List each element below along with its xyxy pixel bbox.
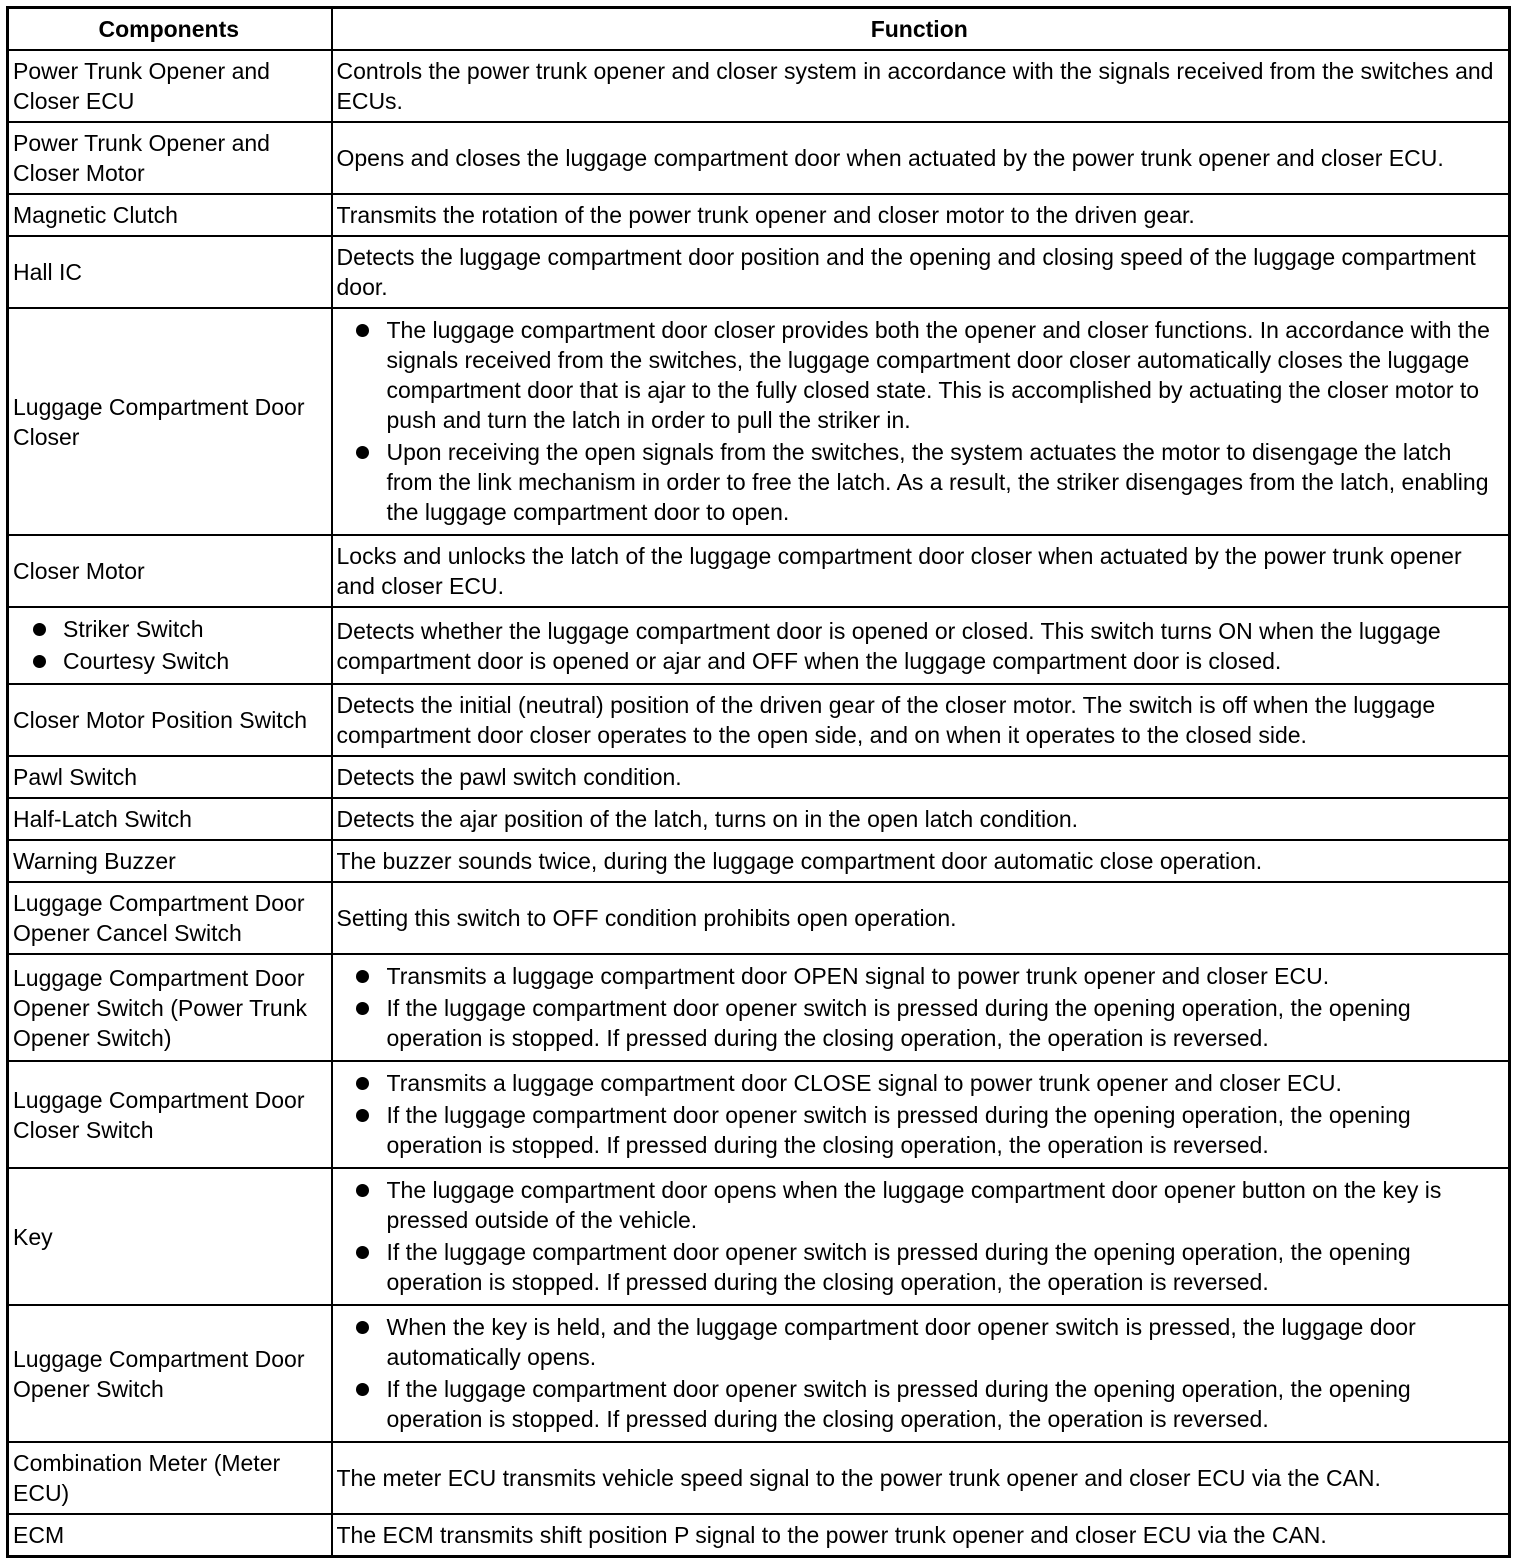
- table-row: [8, 756, 1510, 798]
- table-row: [8, 954, 1510, 1061]
- component-cell: Hall IC: [8, 236, 332, 308]
- component-cell: Key: [8, 1168, 332, 1305]
- bullet-dot-icon: [356, 324, 369, 337]
- function-cell: [332, 1168, 1510, 1305]
- function-cell: Opens and closes the luggage compartment door when actuated by the power trunk opener and closer ECU.: [332, 122, 1510, 194]
- bullet-dot-icon: [356, 1002, 369, 1015]
- function-cell: [332, 1061, 1510, 1168]
- component-cell: Closer Motor: [8, 535, 332, 607]
- bullet-dot-icon: [356, 1246, 369, 1259]
- function-cell: The buzzer sounds twice, during the luggage compartment door automatic close operation.: [332, 840, 1510, 882]
- component-cell: [8, 607, 332, 684]
- function-cell: Locks and unlocks the latch of the luggage compartment door closer when actuated by the power trunk opener and closer ECU.: [332, 535, 1510, 607]
- function-bullet-list: [337, 1068, 1503, 1160]
- table-row: [8, 798, 1510, 840]
- bullet-item: When the key is held, and the luggage compartment door opener switch is pressed, the luggage door automatically opens.: [337, 1312, 1503, 1372]
- bullet-dot-icon: [356, 1383, 369, 1396]
- component-cell: ECM: [8, 1514, 332, 1557]
- table-row: [8, 607, 1510, 684]
- bullet-dot-icon: [356, 446, 369, 459]
- bullet-item: Courtesy Switch: [13, 646, 325, 676]
- table-row: [8, 840, 1510, 882]
- bullet-dot-icon: [33, 655, 46, 668]
- bullet-item: If the luggage compartment door opener switch is pressed during the opening operation, the opening operation is stopped. If pressed during the closing operation, the operation is reversed.: [337, 1100, 1503, 1160]
- component-bullet-list: [13, 614, 325, 676]
- function-cell: Detects the pawl switch condition.: [332, 756, 1510, 798]
- function-cell: Detects whether the luggage compartment door is opened or closed. This switch turns ON when the luggage compartment door is opened or ajar and OFF when the luggage compartment door is closed.: [332, 607, 1510, 684]
- bullet-item: Transmits a luggage compartment door CLOSE signal to power trunk opener and closer ECU.: [337, 1068, 1503, 1098]
- bullet-dot-icon: [356, 1077, 369, 1090]
- function-cell: Setting this switch to OFF condition prohibits open operation.: [332, 882, 1510, 954]
- table-row: [8, 122, 1510, 194]
- table-row: [8, 535, 1510, 607]
- bullet-dot-icon: [33, 623, 46, 636]
- function-cell: Controls the power trunk opener and closer system in accordance with the signals received from the switches and ECUs.: [332, 50, 1510, 122]
- function-cell: The meter ECU transmits vehicle speed signal to the power trunk opener and closer ECU via the CAN.: [332, 1442, 1510, 1514]
- function-bullet-list: [337, 1175, 1503, 1297]
- function-bullet-list: [337, 961, 1503, 1053]
- component-cell: Combination Meter (Meter ECU): [8, 1442, 332, 1514]
- component-cell: Closer Motor Position Switch: [8, 684, 332, 756]
- table-row: [8, 684, 1510, 756]
- table-row: [8, 194, 1510, 236]
- table-row: [8, 1514, 1510, 1557]
- bullet-item: Striker Switch: [13, 614, 325, 644]
- table-row: [8, 1061, 1510, 1168]
- function-bullet-list: [337, 315, 1503, 527]
- component-cell: Luggage Compartment Door Closer: [8, 308, 332, 535]
- table-row: [8, 236, 1510, 308]
- component-cell: Half-Latch Switch: [8, 798, 332, 840]
- components-function-table: [6, 6, 1511, 1558]
- component-cell: Warning Buzzer: [8, 840, 332, 882]
- function-bullet-list: [337, 1312, 1503, 1434]
- bullet-dot-icon: [356, 970, 369, 983]
- component-cell: Luggage Compartment Door Opener Switch: [8, 1305, 332, 1442]
- component-cell: Magnetic Clutch: [8, 194, 332, 236]
- table-row: [8, 1305, 1510, 1442]
- bullet-item: If the luggage compartment door opener switch is pressed during the opening operation, the opening operation is stopped. If pressed during the closing operation, the operation is reversed.: [337, 1374, 1503, 1434]
- component-cell: Luggage Compartment Door Closer Switch: [8, 1061, 332, 1168]
- function-cell: [332, 954, 1510, 1061]
- component-cell: Luggage Compartment Door Opener Switch (Power Trunk Opener Switch): [8, 954, 332, 1061]
- table-row: [8, 1168, 1510, 1305]
- function-cell: Transmits the rotation of the power trunk opener and closer motor to the driven gear.: [332, 194, 1510, 236]
- function-cell: Detects the initial (neutral) position of the driven gear of the closer motor. The switch is off when the luggage compartment door closer operates to the open side, and on when it operates to the closed side.: [332, 684, 1510, 756]
- components-column-header: Components: [8, 8, 332, 51]
- table-row: [8, 1442, 1510, 1514]
- function-cell: The ECM transmits shift position P signal to the power trunk opener and closer ECU via the CAN.: [332, 1514, 1510, 1557]
- component-cell: Luggage Compartment Door Opener Cancel Switch: [8, 882, 332, 954]
- table-row: [8, 50, 1510, 122]
- bullet-item: The luggage compartment door closer provides both the opener and closer functions. In accordance with the signals received from the switches, the luggage compartment door closer automatically closes the luggage compartment door that is ajar to the fully closed state. This is accomplished by actuating the closer motor to push and turn the latch in order to pull the striker in.: [337, 315, 1503, 435]
- bullet-dot-icon: [356, 1321, 369, 1334]
- bullet-item: Upon receiving the open signals from the switches, the system actuates the motor to disengage the latch from the link mechanism in order to free the latch. As a result, the striker disengages from the latch, enabling the luggage compartment door to open.: [337, 437, 1503, 527]
- bullet-dot-icon: [356, 1109, 369, 1122]
- component-cell: Pawl Switch: [8, 756, 332, 798]
- bullet-item: Transmits a luggage compartment door OPEN signal to power trunk opener and closer ECU.: [337, 961, 1503, 991]
- function-cell: Detects the luggage compartment door position and the opening and closing speed of the luggage compartment door.: [332, 236, 1510, 308]
- component-cell: Power Trunk Opener and Closer Motor: [8, 122, 332, 194]
- table-header-row: [8, 8, 1510, 51]
- table-row: [8, 308, 1510, 535]
- function-cell: [332, 1305, 1510, 1442]
- bullet-item: If the luggage compartment door opener switch is pressed during the opening operation, the opening operation is stopped. If pressed during the closing operation, the operation is reversed.: [337, 1237, 1503, 1297]
- bullet-item: The luggage compartment door opens when the luggage compartment door opener button on the key is pressed outside of the vehicle.: [337, 1175, 1503, 1235]
- component-cell: Power Trunk Opener and Closer ECU: [8, 50, 332, 122]
- function-column-header: Function: [332, 8, 1510, 51]
- bullet-dot-icon: [356, 1184, 369, 1197]
- function-cell: [332, 308, 1510, 535]
- function-cell: Detects the ajar position of the latch, turns on in the open latch condition.: [332, 798, 1510, 840]
- bullet-item: If the luggage compartment door opener switch is pressed during the opening operation, the opening operation is stopped. If pressed during the closing operation, the operation is reversed.: [337, 993, 1503, 1053]
- table-row: [8, 882, 1510, 954]
